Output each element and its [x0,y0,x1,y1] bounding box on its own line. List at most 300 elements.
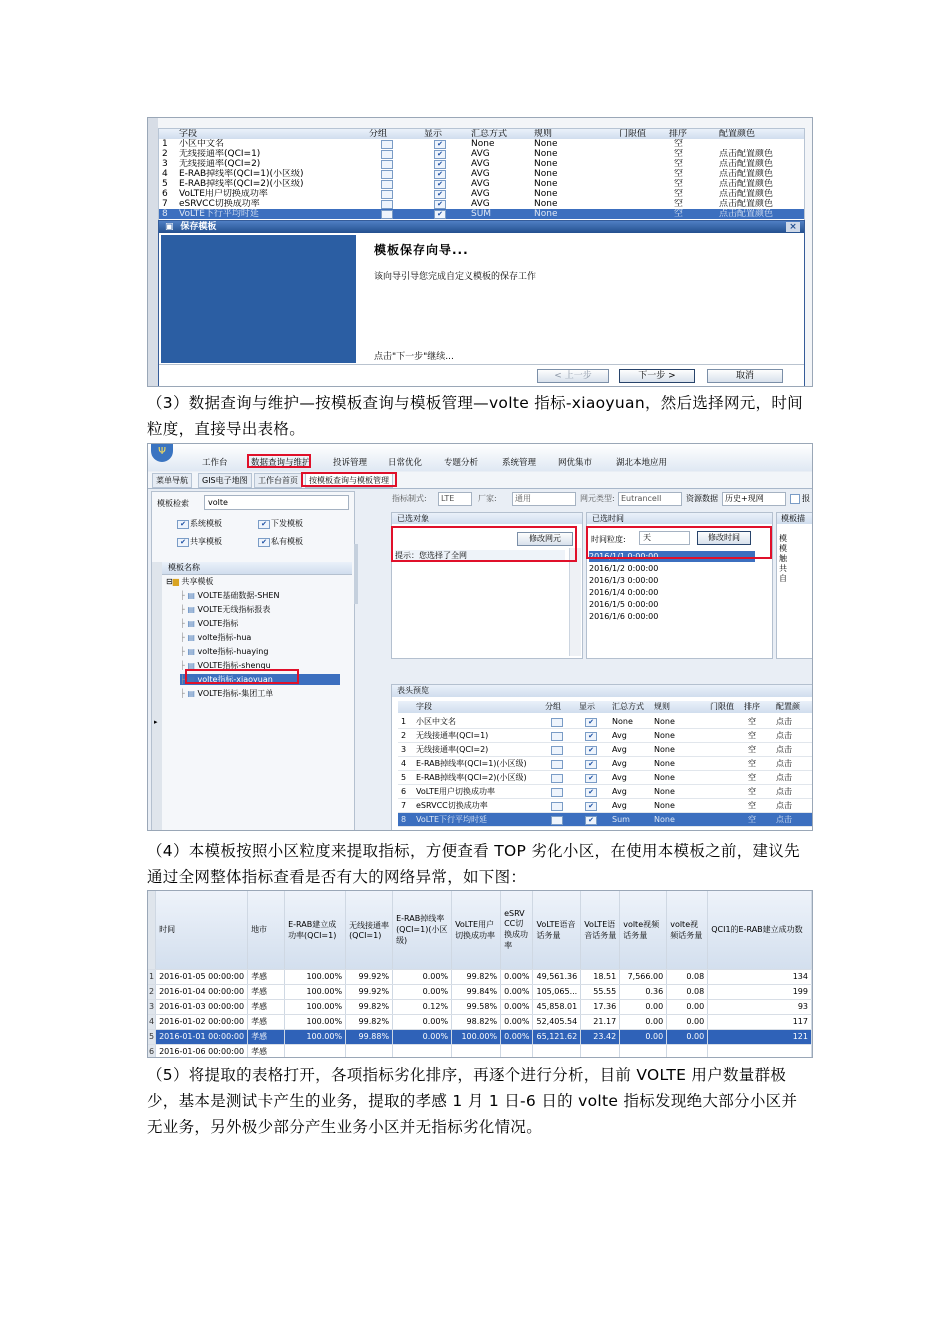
menu-item[interactable]: 投诉管理 [333,458,368,468]
table-cell: 99.84% [452,984,501,999]
row-rule[interactable]: None [534,149,558,159]
table-cell: 2016-01-03 00:00:00 [156,999,248,1014]
tree-item[interactable]: ├ ▤ VOLTE指标-shenqu [180,661,271,670]
row-number: 4 [162,169,168,179]
table-cell: 0.00 [667,1029,708,1044]
next-button[interactable]: 下一步 > [619,369,695,383]
check-shared-tpl[interactable]: ✔ [177,538,189,547]
field-grid [158,128,805,222]
row-sort[interactable]: 空 [674,149,684,159]
table-row[interactable] [148,1029,812,1044]
tree-line-icon: ├ [180,675,185,684]
row-color[interactable]: 点击 [776,787,792,796]
row-sort[interactable]: 空 [748,759,756,768]
row-rule[interactable]: None [534,189,558,199]
show-checkbox[interactable]: ✔ [434,170,446,179]
menu-item[interactable]: 日常优化 [388,458,423,468]
row-number: 1 [148,969,156,984]
row-agg[interactable]: Avg [612,787,627,796]
select-vendor[interactable]: 通用 [512,492,576,506]
show-checkbox[interactable]: ✔ [585,760,597,769]
table-cell: 117 [708,1014,812,1029]
table-row[interactable] [398,715,813,729]
time-list-item[interactable]: 2016/1/5 0:00:00 [589,600,659,609]
show-checkbox[interactable]: ✔ [585,802,597,811]
show-checkbox[interactable]: ✔ [585,788,597,797]
table-row[interactable] [398,729,813,743]
row-color[interactable]: 点击 [776,801,792,810]
col-show[interactable]: 显示 [424,129,443,139]
label-resource: 资源数据 [686,494,718,503]
paragraph-step4: （4）本模板按照小区粒度来提取指标，方便查看 TOP 劣化小区，在使用本模板之前，建议先通过全网整体指标查看是否有大的网络异常，如下图： [147,842,800,886]
row-rule[interactable]: None [654,717,675,726]
show-checkbox[interactable]: ✔ [585,732,597,741]
group-checkbox[interactable] [551,788,563,797]
row-sort[interactable]: 空 [748,801,756,810]
menu-item[interactable]: 数据查询与维护 [251,458,311,468]
row-sort[interactable]: 空 [748,731,756,740]
row-sort[interactable]: 空 [748,787,756,796]
table-cell: 0.12% [393,999,452,1014]
table-cell: 105,065... [533,984,581,999]
row-number: 4 [401,759,407,768]
table-cell: 0.00 [620,999,667,1014]
show-checkbox[interactable]: ✔ [434,200,446,209]
table-cell: 100.00% [285,999,346,1014]
row-number: 6 [148,1044,156,1058]
table-row[interactable] [159,199,804,209]
col-wireless-conn[interactable]: 无线接通率(QCI=1) [346,891,393,969]
col-color[interactable]: 配置颜色 [719,129,756,139]
table-cell: 199 [708,984,812,999]
tree-item[interactable]: ├ ▤ VOLTE无线指标报表 [180,605,271,614]
table-cell: 99.92% [346,984,393,999]
menu-item[interactable]: 专题分析 [444,458,479,468]
pcol-threshold[interactable]: 门限值 [710,702,734,711]
group-checkbox[interactable] [381,160,393,169]
col-erab-setup[interactable]: E-RAB建立成功率(QCI=1) [285,891,346,969]
table-cell: 23.42 [581,1029,620,1044]
tree-item[interactable]: ├ ▤ VOLTE指标 [180,619,239,628]
table-cell: 孝感 [248,969,285,984]
tree-item[interactable]: ├ ▤ volte指标-hua [180,633,252,642]
table-cell: 99.92% [346,969,393,984]
check-private-tpl[interactable]: ✔ [258,538,270,547]
show-checkbox[interactable]: ✔ [434,190,446,199]
modify-ne-button[interactable]: 修改网元 [517,532,573,546]
row-agg[interactable]: Sum [612,815,630,824]
table-cell: 52,405.54 [533,1014,581,1029]
paragraph-step3: （3）数据查询与维护—按模板查询与模板管理—volte 指标-xiaoyuan，然后选择网元，时间粒度，直接导出表格。 [147,394,803,438]
col-sort[interactable]: 排序 [669,129,688,139]
group-checkbox[interactable] [551,802,563,811]
col-volte-video-2[interactable]: volte视频话务量 [667,891,708,969]
tree-row-gutter [152,562,162,831]
col-threshold[interactable]: 门限值 [619,129,647,139]
row-field: eSRVCC切换成功率 [179,199,260,209]
col-rule[interactable]: 规则 [534,129,553,139]
row-agg[interactable]: Avg [612,773,627,782]
row-sort[interactable]: 空 [674,169,684,179]
dialog-icon: ▣ [165,222,174,232]
row-agg[interactable]: Avg [612,745,627,754]
table-cell: 0.00% [501,1029,533,1044]
table-row[interactable] [159,179,804,189]
row-agg[interactable]: None [612,717,633,726]
selected-time-header: 已选时间 [587,513,772,524]
table-row[interactable] [398,799,813,813]
table-cell: 孝感 [248,999,285,1014]
table-cell: 0.00 [667,1014,708,1029]
row-number: 3 [401,745,407,754]
label-system-tpl: 系统模板 [190,519,222,528]
time-list-item[interactable]: 2016/1/1 0:00:00 [589,551,755,562]
row-rule[interactable]: None [654,759,675,768]
group-checkbox[interactable] [551,746,563,755]
show-checkbox[interactable]: ✔ [434,150,446,159]
show-checkbox[interactable]: ✔ [585,774,597,783]
tree-item[interactable]: ├ ▤ VOLTE基础数据-SHEN [180,591,280,600]
row-rule[interactable]: None [654,787,675,796]
row-number: 5 [162,179,168,189]
tree-item[interactable]: ├ ▤ volte指标-huaying [180,647,269,656]
cancel-button[interactable]: 取消 [707,369,783,383]
group-checkbox[interactable] [381,180,393,189]
menu-item[interactable]: 网优集市 [558,458,593,468]
row-agg[interactable]: SUM [471,209,492,219]
time-granularity-label: 时间粒度: [591,535,626,544]
menu-item[interactable]: 工作台 [202,458,228,468]
row-color[interactable]: 点击配置颜色 [719,179,774,189]
table-cell: 98.82% [452,1014,501,1029]
row-agg[interactable]: None [471,139,495,149]
table-cell: 0.08 [667,969,708,984]
tree-header: 模板名称 [162,562,352,575]
dialog-divider [159,364,804,365]
row-field: 无线接通率(QCI=1) [179,149,261,159]
save-template-dialog [158,220,805,387]
time-list-item[interactable]: 2016/1/3 0:00:00 [589,576,659,585]
row-rule[interactable]: None [534,139,558,149]
pcol-group[interactable]: 分组 [545,702,561,711]
row-rule[interactable]: None [534,199,558,209]
expand-icon[interactable]: ⊟ [166,577,173,586]
table-cell [285,1044,346,1058]
row-rule[interactable]: None [654,773,675,782]
row-sort[interactable]: 空 [674,189,684,199]
row-sort[interactable]: 空 [748,717,756,726]
row-number: 1 [401,717,407,726]
row-sort[interactable]: 空 [674,209,684,219]
table-row[interactable] [398,757,813,771]
wizard-title: 模板保存向导... [374,243,469,257]
table-cell: 49,561.36 [533,969,581,984]
search-input[interactable]: volte [204,495,349,510]
table-cell: 99.88% [346,1029,393,1044]
group-checkbox[interactable] [381,170,393,179]
col-group[interactable]: 分组 [369,129,388,139]
table-cell: 18.51 [581,969,620,984]
dialog-titlebar [159,221,804,233]
tree-root[interactable]: ⊟▆ 共享模板 [166,577,214,586]
panel-splitter[interactable] [354,544,358,604]
show-checkbox[interactable]: ✔ [434,160,446,169]
row-sort[interactable]: 空 [748,815,756,824]
row-field: 小区中文名 [179,139,225,149]
table-cell: 100.00% [452,1029,501,1044]
table-row[interactable] [159,139,804,149]
header-preview-panel [391,684,813,831]
show-checkbox[interactable]: ✔ [585,816,597,825]
row-color[interactable]: 点击 [776,759,792,768]
table-cell [346,1044,393,1058]
preview-grid-header [398,701,813,713]
row-field: VoLTE用户切换成功率 [179,189,268,199]
row-sort[interactable]: 空 [674,139,684,149]
row-color[interactable]: 点击 [776,745,792,754]
template-icon: ▤ [187,647,195,656]
table-cell: 孝感 [248,1044,285,1058]
row-rule[interactable]: None [654,731,675,740]
pcol-color[interactable]: 配置颜 [776,702,800,711]
row-number: 2 [401,731,407,740]
table-row[interactable] [148,1014,812,1029]
row-color[interactable]: 点击配置颜色 [719,149,774,159]
col-city[interactable]: 地市 [248,891,285,969]
table-cell: 45,858.01 [533,999,581,1014]
table-row[interactable] [159,149,804,159]
show-checkbox[interactable]: ✔ [585,746,597,755]
row-color[interactable]: 点击 [776,731,792,740]
menu-item[interactable]: 湖北本地应用 [616,458,668,468]
table-row[interactable] [159,189,804,199]
table-cell: 134 [708,969,812,984]
check-system-tpl[interactable]: ✔ [177,520,189,529]
row-agg[interactable]: Avg [612,731,627,740]
time-list-item[interactable]: 2016/1/4 0:00:00 [589,588,659,597]
table-cell [620,1044,667,1058]
table-cell: 100.00% [285,1029,346,1044]
table-row[interactable] [398,743,813,757]
table-cell: 0.00% [393,969,452,984]
tree-item[interactable]: ├ ▤ volte指标-xiaoyuan [180,674,340,685]
template-icon: ▤ [187,689,195,698]
table-cell [708,1044,812,1058]
row-field: E-RAB掉线率(QCI=1)(小区级) [179,169,304,179]
row-rule[interactable]: None [654,801,675,810]
group-checkbox[interactable] [381,190,393,199]
ne-scrollbar[interactable] [569,548,581,656]
dialog-title: 保存模板 [180,222,217,232]
table-cell: 99.82% [346,1014,393,1029]
prev-button[interactable]: < 上一步 [537,369,609,383]
row-field: VoLTE下行平均时延 [416,815,488,824]
pcol-agg[interactable]: 汇总方式 [612,702,644,711]
table-row[interactable] [159,209,804,219]
tree-pointer-icon: ▸ [154,718,158,726]
row-color[interactable]: 点击 [776,773,792,782]
col-esrvcc[interactable]: eSRVCC切换成功率 [501,891,533,969]
group-checkbox[interactable] [381,150,393,159]
select-ne-type[interactable]: Eutrancell [618,492,682,506]
kpi-table-header [148,891,812,969]
col-volte-voice-1[interactable]: VoLTE语音话务量 [533,891,581,969]
table-cell [452,1044,501,1058]
show-checkbox[interactable]: ✔ [434,180,446,189]
kpi-table [148,891,812,1058]
close-icon[interactable]: × [786,222,800,232]
table-cell [533,1044,581,1058]
tree-line-icon: ├ [180,661,185,670]
table-cell: 55.55 [581,984,620,999]
row-agg[interactable]: AVG [471,149,490,159]
col-qci1-erab[interactable]: QCI1的E-RAB建立成功数 [708,891,812,969]
modify-time-button[interactable]: 修改时间 [697,531,751,545]
desc-fragment: 触 [779,554,787,563]
pcol-show[interactable]: 显示 [579,702,595,711]
row-rule[interactable]: None [534,169,558,179]
row-agg[interactable]: AVG [471,199,490,209]
tab[interactable]: 菜单导航 [152,473,192,488]
table-cell: 0.00% [393,1014,452,1029]
select-resource[interactable]: 历史+现网 [722,492,786,506]
row-field: VoLTE下行平均时延 [179,209,259,219]
table-cell: 孝感 [248,984,285,999]
col-volte-video-1[interactable]: volte视频话务量 [620,891,667,969]
col-volte-ho[interactable]: VoLTE用户切换成功率 [452,891,501,969]
select-format[interactable]: LTE [438,492,472,506]
group-checkbox[interactable] [381,200,393,209]
table-cell [501,1044,533,1058]
time-granularity-select[interactable]: 天 [639,531,690,545]
col-volte-voice-2[interactable]: VoLTE语音话务量 [581,891,620,969]
group-checkbox[interactable] [551,774,563,783]
screenshot-template-save [147,117,813,387]
folder-icon: ▆ [172,577,179,586]
row-agg[interactable]: Avg [612,759,627,768]
tree-line-icon: ├ [180,591,185,600]
table-row[interactable] [148,984,812,999]
row-sort[interactable]: 空 [674,179,684,189]
row-agg[interactable]: AVG [471,179,490,189]
col-field[interactable]: 字段 [179,129,198,139]
table-row[interactable] [398,785,813,799]
group-checkbox[interactable] [551,718,563,727]
tab-bar [148,472,812,489]
row-number: 5 [401,773,407,782]
pcol-sort[interactable]: 排序 [744,702,760,711]
table-cell: 0.00 [620,1014,667,1029]
table-row[interactable] [159,169,804,179]
tree-line-icon: ├ [180,689,185,698]
tab[interactable]: GIS电子地图 [198,473,252,488]
row-sort[interactable]: 空 [674,159,684,169]
row-number: 5 [148,1029,156,1044]
table-row[interactable] [148,969,812,984]
tab[interactable]: 按模板查询与模板管理 [305,473,393,488]
table-cell: 0.08 [667,984,708,999]
table-row[interactable] [148,1044,812,1058]
table-cell: 93 [708,999,812,1014]
menu-item[interactable]: 系统管理 [502,458,537,468]
group-checkbox[interactable] [381,210,393,219]
pcol-field[interactable]: 字段 [416,702,432,711]
row-number: 3 [148,999,156,1014]
table-row[interactable] [159,159,804,169]
table-cell: 100.00% [285,984,346,999]
left-gutter [148,118,158,386]
row-rule[interactable]: None [534,209,558,219]
group-checkbox[interactable] [551,760,563,769]
pcol-rule[interactable]: 规则 [654,702,670,711]
template-icon: ▤ [187,591,195,600]
row-color[interactable]: 点击配置颜色 [719,209,774,219]
row-sort[interactable]: 空 [748,773,756,782]
time-list-item[interactable]: 2016/1/6 0:00:00 [589,612,659,621]
group-checkbox[interactable] [551,732,563,741]
col-agg[interactable]: 汇总方式 [471,129,508,139]
preview-title: 表头预览 [392,685,813,697]
tree-line-icon: ├ [180,619,185,628]
resource-checkbox[interactable] [790,494,800,504]
table-cell: 2016-01-01 00:00:00 [156,1029,248,1044]
template-icon: ▤ [187,661,195,670]
show-checkbox[interactable]: ✔ [585,718,597,727]
row-agg[interactable]: AVG [471,169,490,179]
show-checkbox[interactable]: ✔ [434,140,446,149]
row-agg[interactable]: AVG [471,159,490,169]
show-checkbox[interactable]: ✔ [434,210,446,219]
table-row[interactable] [148,999,812,1014]
template-desc-panel [776,512,813,659]
row-rule[interactable]: None [534,179,558,189]
check-issued-tpl[interactable]: ✔ [258,520,270,529]
row-color[interactable]: 点击配置颜色 [719,169,774,179]
row-sort[interactable]: 空 [748,745,756,754]
table-cell: 0.00 [667,999,708,1014]
app-logo: Ψ [151,444,173,462]
tree-item[interactable]: ├ ▤ VOLTE指标-集团工单 [180,689,274,698]
row-agg[interactable]: AVG [471,189,490,199]
row-agg[interactable]: Avg [612,801,627,810]
table-cell: 2016-01-04 00:00:00 [156,984,248,999]
table-row[interactable] [398,771,813,785]
table-cell: 0.00% [393,1029,452,1044]
row-color[interactable]: 点击配置颜色 [719,189,774,199]
template-icon: ▤ [187,619,195,628]
row-rule[interactable]: None [534,159,558,169]
row-color[interactable]: 点击配置颜色 [719,199,774,209]
row-color[interactable]: 点击 [776,717,792,726]
row-color[interactable]: 点击配置颜色 [719,159,774,169]
group-checkbox[interactable] [381,140,393,149]
col-erab-drop[interactable]: E-RAB掉线率(QCI=1)(小区级) [393,891,452,969]
row-color[interactable]: 点击 [776,815,792,824]
row-field: 无线接通率(QCI=2) [416,745,489,754]
row-sort[interactable]: 空 [674,199,684,209]
table-row[interactable] [398,813,813,827]
col-time[interactable]: 时间 [156,891,248,969]
row-field: 无线接通率(QCI=2) [179,159,261,169]
ne-hint: 提示：您选择了全网 [395,550,565,561]
time-list-item[interactable]: 2016/1/2 0:00:00 [589,564,659,573]
table-cell: 99.58% [452,999,501,1014]
row-rule[interactable]: None [654,745,675,754]
tab[interactable]: 工作台首页 [254,473,302,488]
row-rule[interactable]: None [654,815,675,824]
group-checkbox[interactable] [551,816,563,825]
wizard-side-panel [161,235,356,363]
